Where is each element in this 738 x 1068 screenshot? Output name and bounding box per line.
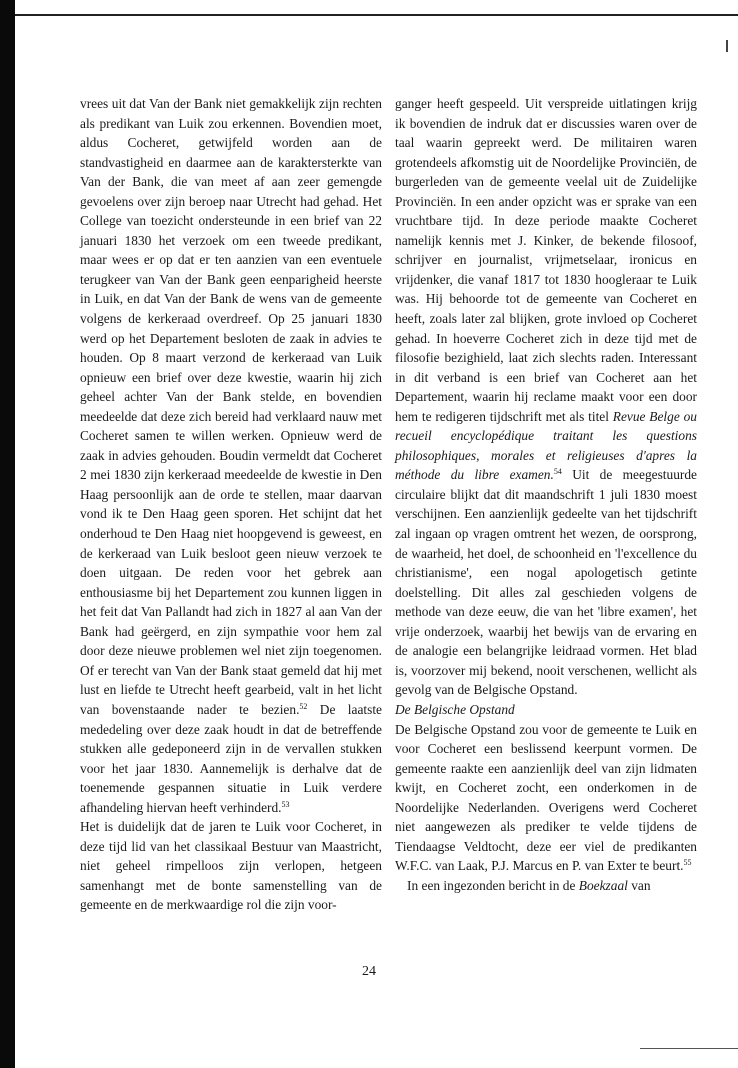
right-paragraph-1-text-b: Uit de meegestuurde circulaire blijkt dat dit maandschrift 1 juli 1830 moest verschijnen. Een aanzienlijk gedeelte van het tijdschrift zal ingaan op vragen omtrent het wezen, de oorsprong, de waarheid, het doel, de schoonheid en 'l'excellence du christianisme', een nogal apologetisch getinte doelstelling. Dit alles zal geschieden volgens de methode van deze eeuw, die van het 'libre examen', het vrije onderzoek, waarbij het bewijs van de ervaring en de analogie een belangrijke leidraad vormen. Het blad is, voorzover mij bekend, nooit verschenen, wellicht als gevolg van de Belgische Opstand.	[395, 467, 697, 698]
right-paragraph-3-text-a: In een ingezonden bericht in de	[407, 877, 579, 893]
left-paragraph-1	[80, 94, 382, 817]
left-column	[80, 94, 382, 915]
right-paragraph-3	[395, 876, 697, 896]
scan-top-edge	[15, 14, 738, 16]
left-paragraph-2: Het is duidelijk dat de jaren te Luik voor Cocheret, in deze tijd lid van het classikaal Bestuur van Maastricht, niet geheel rimpelloos zijn verlopen, hetgeen samenhangt met de bonte samenstelling van de gemeente en de merkwaardige rol die zijn voor-	[80, 819, 382, 913]
page-number: 24	[362, 964, 376, 979]
right-paragraph-2	[395, 720, 697, 876]
right-column	[395, 94, 697, 895]
journal-title: Revue Belge ou recueil encyclopédique traitant les questions philosophiques, morales et religieuses d'apres la méthode du libre examen.	[395, 408, 697, 483]
scan-bottom-edge	[640, 1048, 738, 1049]
footnote-ref-55: 55	[683, 858, 692, 868]
right-paragraph-2-text: De Belgische Opstand zou voor de gemeente te Luik en voor Cocheret een beslissend keerpunt vormen. De gemeente raakte een aanzienlijk deel van zijn lidmaten kwijt, en Cocheret zocht, een onderkomen in de Noordelijke Nederlanden. Overigens werd Cocheret niet aangewezen als prediker te velde tijdens de Tiendaagse Veldtocht, deze eer viel de predikanten W.F.C. van Laak, P.J. Marcus en P. van Exter te beurt.	[395, 721, 697, 874]
right-paragraph-1-text-a: ganger heeft gespeeld. Uit verspreide uitlatingen krijg ik bovendien de indruk dat er discussies waren over de taal waarin gepreekt werd. De militairen waren grotendeels afkomstig uit de Noordelijke Provinciën, de burgerleden van de gemeente veelal uit de Zuidelijke Provinciën. In een ander opzicht was er sprake van een vruchtbare tijd. In deze periode maakte Cocheret namelijk kennis met J. Kinker, de bekende filosoof, schrijver en journalist, vrijmetselaar, ironicus en vrijdenker, die vanaf 1817 tot 1830 hoogleraar te Luik was. Hij behoorde tot de gemeente van Cocheret en heeft, zoals later zal blijken, grote invloed op Cocheret gehad. In hoeverre Cocheret zich in deze tijd met de filosofie bezighield, laat zich slechts raden. Interessant in dit verband is een brief van Cocheret aan het Departement, waarin hij reclame maakt voor een door hem te redigeren tijdschrift met als titel	[395, 96, 697, 424]
section-heading: De Belgische Opstand	[395, 701, 515, 717]
scan-left-border	[0, 0, 15, 1068]
boekzaal-title: Boekzaal	[578, 877, 628, 893]
footnote-ref-54: 54	[553, 467, 562, 477]
scan-right-mark	[726, 40, 728, 52]
left-paragraph-1-text-a: vrees uit dat Van der Bank niet gemakkelijk zijn rechten als predikant van Luik zou erkennen. Bovendien moet, aldus Cocheret, getwijfeld worden aan de standvastigheid en daarmee aan de karaktersterkte van Van der Bank, die van meet af aan zeer gemengde gevoelens over zijn beroep naar Utrecht had gehad. Het College van toezicht ondersteunde in een brief van 22 januari 1830 het verzoek om een tweede predikant, maar wees er op dat er ten aanzien van een eventuele terugkeer van Van der Bank geen eenparigheid heerste in Luik, en dat Van der Bank de wens van de gemeente volgens de kerkeraad overdreef. Op 25 januari 1830 werd op het Departement besloten de zaak in advies te houden. Op 8 maart verzond de kerkeraad van Luik opnieuw een brief over deze kwestie, waarin hij zich geheel achter Van der Bank stelde, en bovendien meedeelde dat deze zich bereid had verklaard nauw met Cocheret samen te willen werken. Opnieuw werd de zaak in advies gehouden. Boudin vermeldt dat Cocheret 2 mei 1830 zijn kerkeraad meedeelde de kwestie in Den Haag persoonlijk aan de orde te stellen, maar daarvan vond ik te Den Haag geen sporen. Het schijnt dat het onderhoud te Den Haag niet hoopgevend is geweest, en de kerkeraad van Luik besloot geen nieuw verzoek te doen uitgaan. De reden voor het gebrek aan enthousiasme bij het Departement zou kunnen liggen in het feit dat Van Pallandt had zich in 1827 al aan Van der Bank had geërgerd, en zijn sympathie voor hem zal door deze nieuwe problemen wel niet zijn toegenomen. Of er terecht van Van der Bank staat gemeld dat hij met lust en liefde te Utrecht heeft gearbeid, valt in het licht van bovenstaande nader te bezien.	[80, 96, 382, 717]
footnote-ref-53: 53	[281, 799, 290, 809]
left-paragraph-1-text-b: De laatste mededeling over deze zaak houdt in dat de betreffende stukken alle gedeponeerd zijn in de vervallen stukken voor het jaar 1830. Aannemelijk is derhalve dat de toenemende gespannen situatie in Luik verdere afhandeling hiervan heeft verhinderd.	[80, 701, 382, 815]
right-paragraph-3-text-b: van	[627, 877, 651, 893]
footnote-ref-52: 52	[299, 701, 308, 711]
right-paragraph-1	[395, 94, 697, 700]
